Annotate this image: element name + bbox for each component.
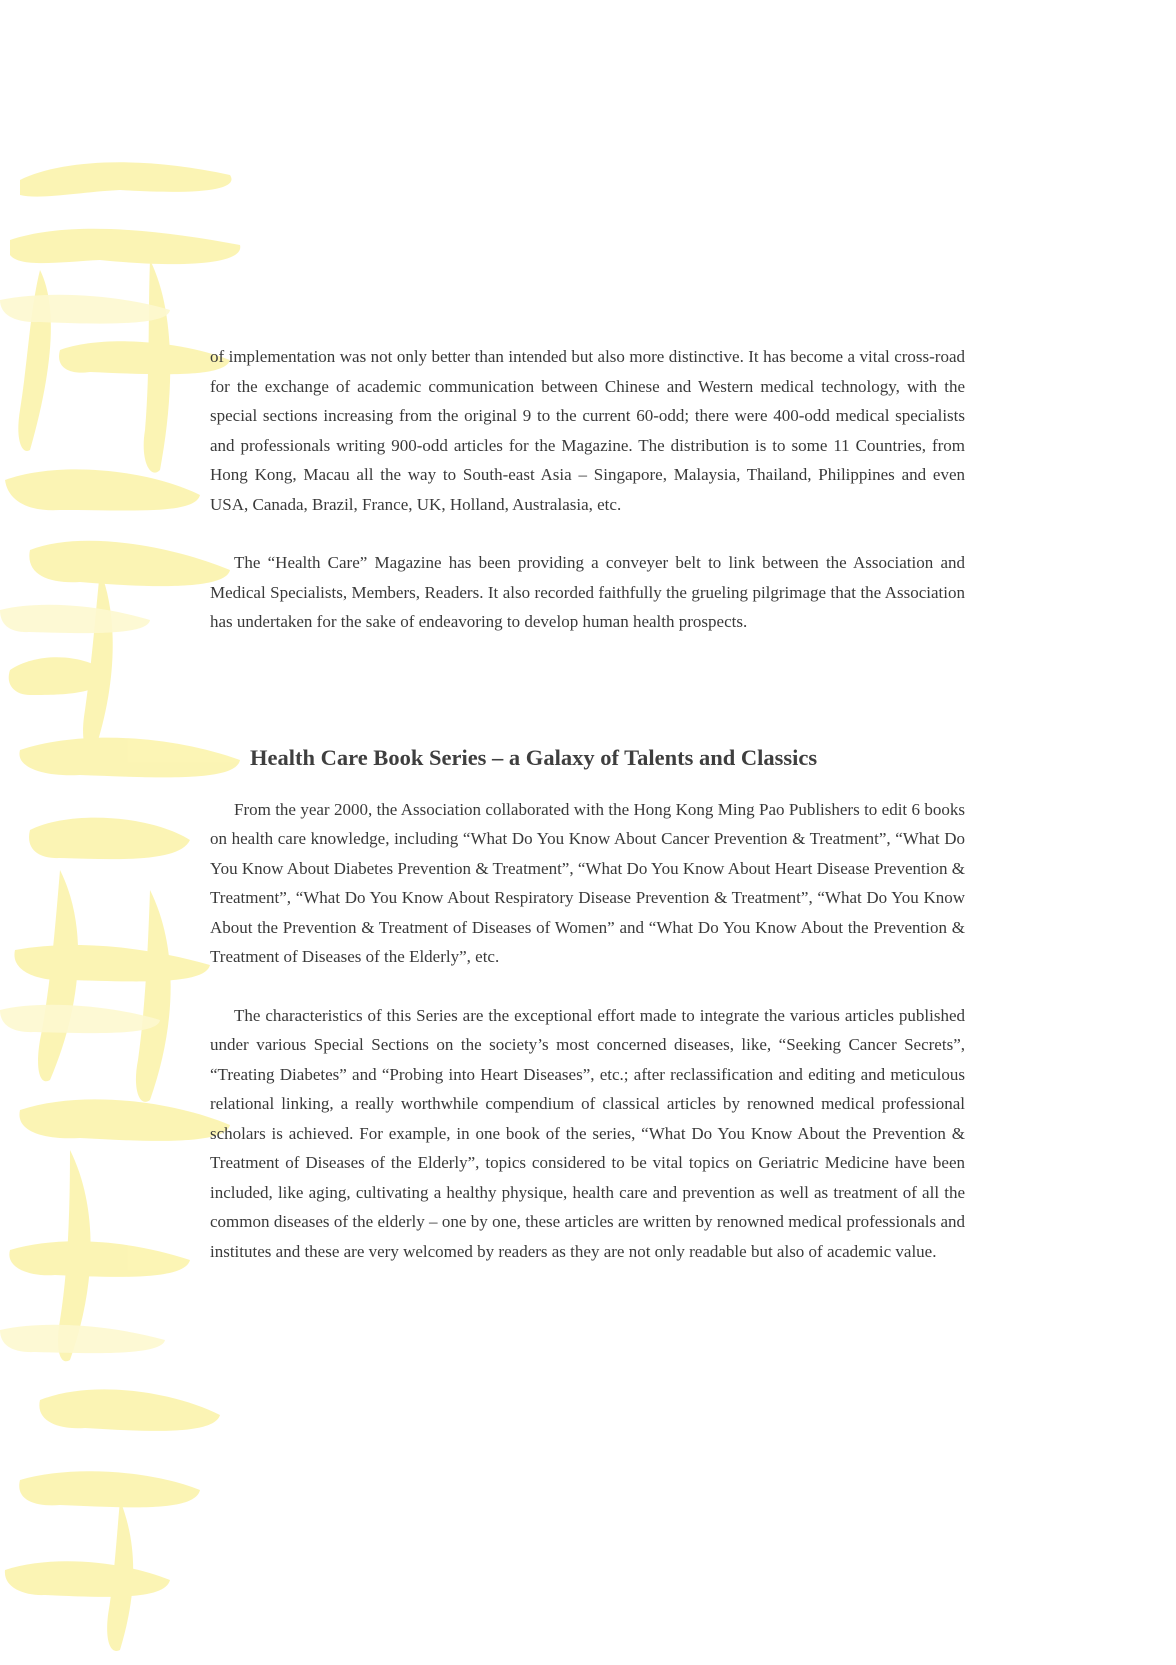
document-body (210, 342, 965, 1266)
section-heading: Health Care Book Series – a Galaxy of Talents and Classics (250, 744, 818, 770)
paragraph-health-care-magazine: The “Health Care” Magazine has been providing a conveyer belt to link between the Association and Medical Specialists, Members, Readers. It also recorded faithfully the grueling pilgrimage that the Association has undertaken for the sake of endeavoring to develop human health prospects. (210, 553, 965, 631)
paragraph-implementation: of implementation was not only better than intended but also more distinctive. It has become a vital cross-road for the exchange of academic communication between Chinese and Western medical technology, with the special sections increasing from the original 9 to the current 60-odd; there were 400-odd medical specialists and professionals writing 900-odd articles for the Magazine. The distribution is to some 11 Countries, from Hong Kong, Macau all the way to South-east Asia – Singapore, Malaysia, Thailand, Philippines and even USA, Canada, Brazil, France, UK, Holland, Australasia, etc. (210, 347, 965, 514)
paragraph-series-characteristics: The characteristics of this Series are the exceptional effort made to integrate the various articles published under various Special Sections on the society’s most concerned diseases, like, “Seeking Cancer Secrets”, “Treating Diabetes” and “Probing into Heart Diseases”, etc.; after reclassification and editing and meticulous relational linking, a really worthwhile compendium of classical articles by renowned medical professional scholars is achieved. For example, in one book of the series, “What Do You Know About the Prevention & Treatment of Diseases of the Elderly”, topics considered to be vital topics on Geriatric Medicine have been included, like aging, cultivating a healthy physique, health care and prevention as well as treatment of all the common diseases of the elderly – one by one, these articles are written by renowned medical professionals and institutes and these are very welcomed by readers as they are not only readable but also of academic value. (210, 1005, 965, 1261)
paragraph-book-series: From the year 2000, the Association collaborated with the Hong Kong Ming Pao Publishers to edit 6 books on health care knowledge, including “What Do You Know About Cancer Prevention & Treatment”, “What Do You Know About Diabetes Prevention & Treatment”, “What Do You Know About Heart Disease Prevention & Treatment”, “What Do You Know About Respiratory Disease Prevention & Treatment”, “What Do You Know About the Prevention & Treatment of Diseases of Women” and “What Do You Know About the Prevention & Treatment of Diseases of the Elderly”, etc. (210, 799, 965, 966)
